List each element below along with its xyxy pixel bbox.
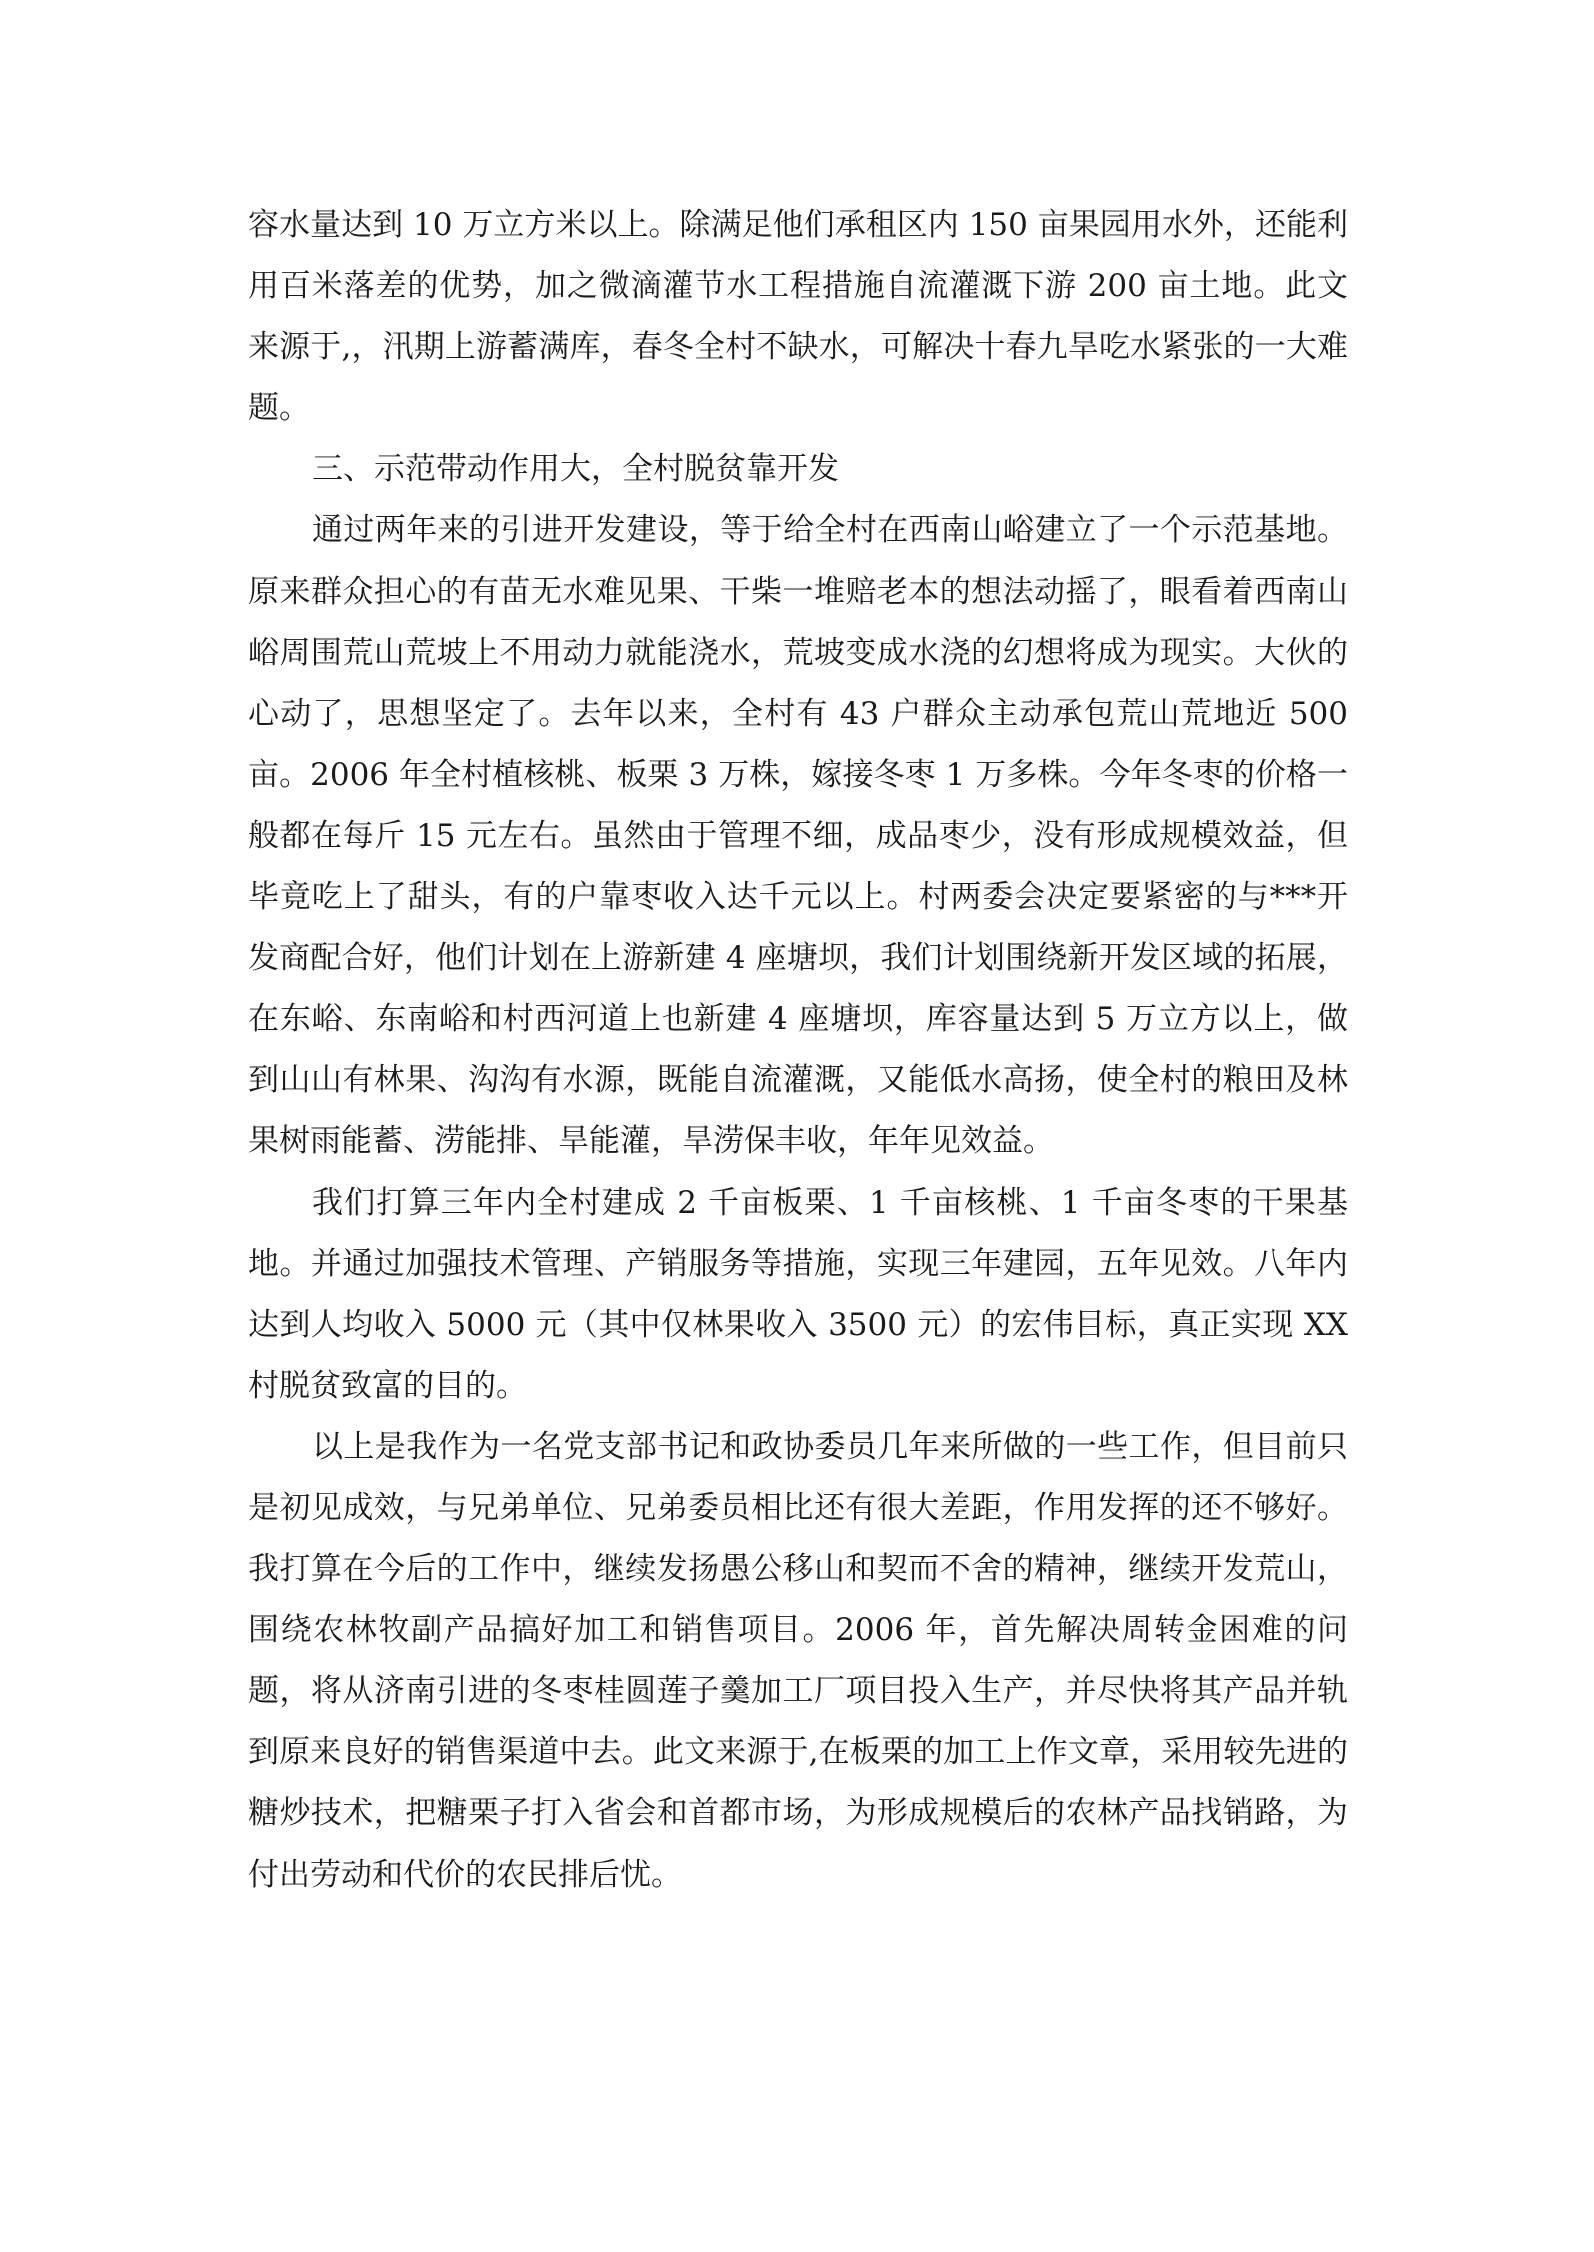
paragraph-4: 我们打算三年内全村建成 2 千亩板栗、1 千亩核桃、1 千亩冬枣的干果基地。并通过加强技术管理、产销服务等措施，实现三年建园，五年见效。八年内达到人均收入 5000 元（其中仅林果收入 3500 元）的宏伟目标，真正实现 XX 村脱贫致富的目的。	[248, 1184, 1348, 1404]
paragraph-3: 通过两年来的引进开发建设，等于给全村在西南山峪建立了一个示范基地。原来群众担心的有苗无水难见果、干柴一堆赔老本的想法动摇了，眼看着西南山峪周围荒山荒坡上不用动力就能浇水，荒坡变成水浇的幻想将成为现实。大伙的心动了，思想坚定了。去年以来，全村有 43 户群众主动承包荒山荒地近 500 亩。2006 年全村植核桃、板栗 3 万株，嫁接冬枣 1 万多株。今年冬枣的价格一般都在每斤 15 元左右。虽然由于管理不细，成品枣少，没有形成规模效益，但毕竟吃上了甜头，有的户靠枣收入达千元以上。村两委会决定要紧密的与***开发商配合好，他们计划在上游新建 4 座塘坝，我们计划围绕新开发区域的拓展，在东峪、东南峪和村西河道上也新建 4 座塘坝，库容量达到 5 万立方以上，做到山山有林果、沟沟有水源，既能自流灌溉，又能低水高扬，使全村的粮田及林果树雨能蓄、涝能排、旱能灌，旱涝保丰收，年年见效益。	[248, 512, 1348, 1160]
paragraph-5: 以上是我作为一名党支部书记和政协委员几年来所做的一些工作，但目前只是初见成效，与兄弟单位、兄弟委员相比还有很大差距，作用发挥的还不够好。我打算在今后的工作中，继续发扬愚公移山和契而不舍的精神，继续开发荒山，围绕农林牧副产品搞好加工和销售项目。2006 年，首先解决周转金困难的问题，将从济南引进的冬枣桂圆莲子羹加工厂项目投入生产，并尽快将其产品并轨到原来良好的销售渠道中去。此文来源于,在板栗的加工上作文章，采用较先进的糖炒技术，把糖栗子打入省会和首都市场，为形成规模后的农林产品找销路，为付出劳动和代价的农民排后忧。	[248, 1428, 1348, 1893]
section-heading-3: 三、示范带动作用大，全村脱贫靠开发	[312, 451, 839, 488]
paragraph-1: 容水量达到 10 万立方米以上。除满足他们承租区内 150 亩果园用水外，还能利用百米落差的优势，加之微滴灌节水工程措施自流灌溉下游 200 亩土地。此文来源于,，汛期上游蓄满库，春冬全村不缺水，可解决十春九旱吃水紧张的一大难题。	[248, 207, 1348, 427]
document-body	[248, 195, 1348, 1906]
